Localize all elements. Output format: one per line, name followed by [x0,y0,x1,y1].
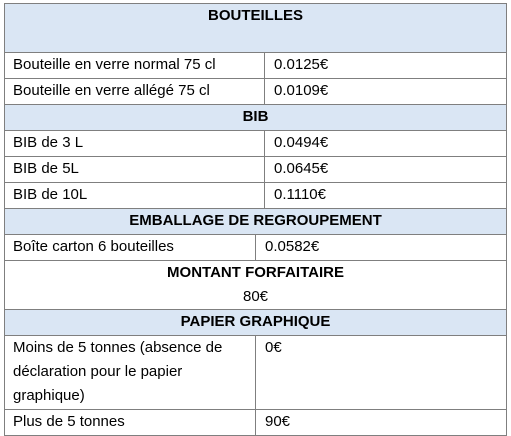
table-row [4,410,507,436]
row-label: Bouteille en verre normal 75 cl [5,53,265,78]
forfait-value: 80€ [242,288,269,305]
row-value: 0.0494€ [274,134,329,151]
section-title: BOUTEILLES [207,7,303,24]
section-forfait [4,261,507,310]
table-row [4,157,507,183]
row-label: BIB de 10L [5,183,265,208]
section-title: MONTANT FORFAITAIRE [167,264,344,281]
table-row [4,131,507,157]
row-label: BIB de 5L [5,157,265,182]
row-value: 90€ [265,413,291,430]
section-title: PAPIER GRAPHIQUE [180,313,331,330]
table-row [4,336,507,410]
table-row [4,183,507,209]
row-value: 0.0109€ [274,82,329,99]
row-value: 0.0582€ [265,238,320,255]
section-header-emballage [4,209,507,235]
row-label: Bouteille en verre allégé 75 cl [5,79,265,104]
table-row [4,235,507,261]
row-label: Boîte carton 6 bouteilles [5,235,256,260]
section-title: EMBALLAGE DE REGROUPEMENT [129,212,382,229]
row-value: 0.0645€ [274,160,329,177]
row-value: 0€ [265,339,282,356]
table-row [4,79,507,105]
section-header-bouteilles [4,4,507,53]
row-value: 0.0125€ [274,56,329,73]
row-value: 0.1110€ [274,186,326,203]
row-label: BIB de 3 L [5,131,265,156]
section-title: BIB [242,108,269,125]
section-header-papier [4,310,507,336]
table-row [4,53,507,79]
section-header-bib [4,105,507,131]
tariff-table [4,3,507,436]
row-label: Moins de 5 tonnes (absence de déclaration pour le papier graphique) [5,336,256,409]
row-label: Plus de 5 tonnes [5,410,256,435]
